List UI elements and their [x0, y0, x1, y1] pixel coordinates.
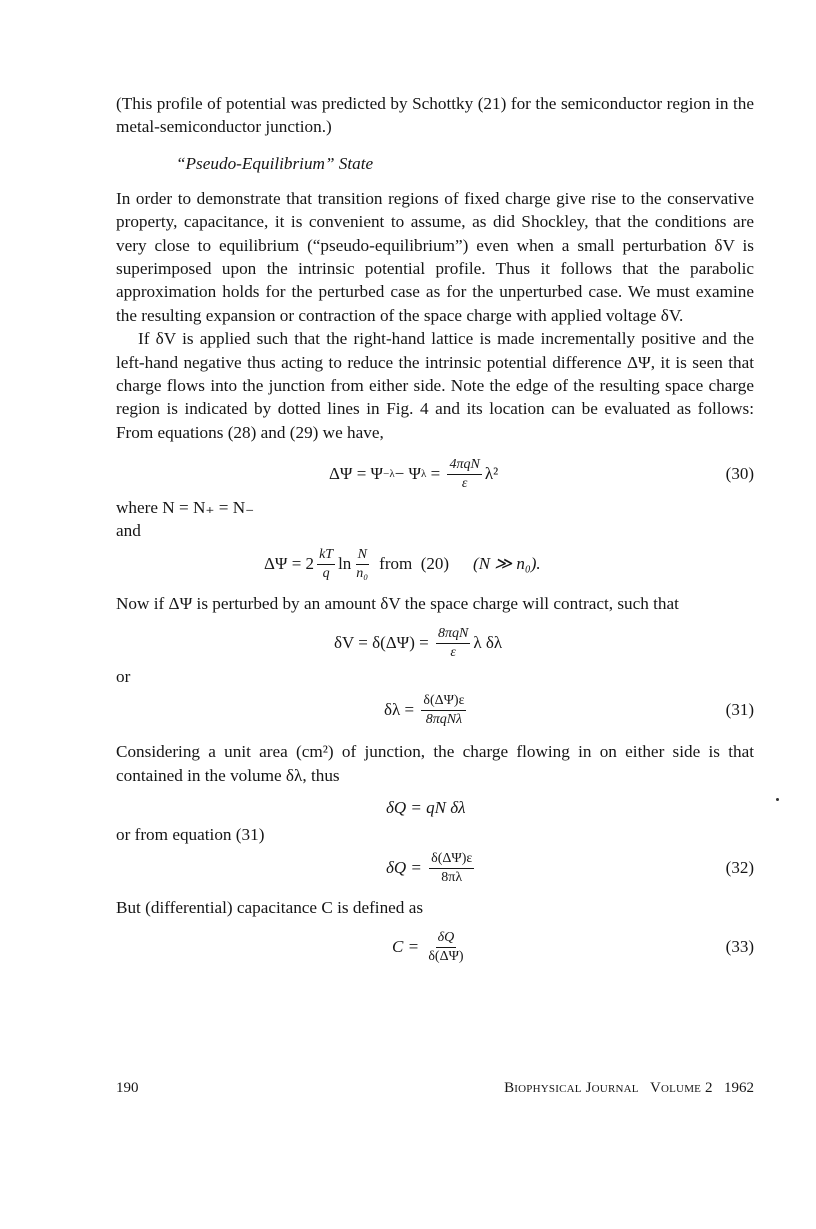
eq32-den: 8πλ — [441, 869, 463, 885]
equation-dq — [116, 793, 754, 823]
eq30-lhs: ΔΨ = Ψ — [329, 464, 384, 484]
eqln-fraction-2 — [354, 547, 370, 582]
eq30-numerator: 4πqN — [447, 457, 481, 475]
eq31-fraction — [421, 693, 466, 728]
eq32-number: (32) — [725, 858, 754, 878]
eq30-sub2: λ — [421, 468, 427, 481]
eqln-ln: ln — [338, 554, 352, 574]
eqdq-text: δQ = qN δλ — [386, 798, 466, 818]
eq30-fraction — [447, 457, 481, 492]
eq32-fraction — [429, 851, 474, 886]
but-line: But (differential) capacitance C is defined as — [116, 898, 424, 918]
eqdv-num: 8πqN — [436, 626, 470, 644]
eq31-number: (31) — [725, 700, 754, 720]
equation-ln — [116, 542, 754, 586]
equation-31 — [116, 688, 754, 732]
eqln-num1: kT — [317, 547, 335, 565]
eqdv-tail: λ δλ — [473, 633, 503, 653]
eqln-from: from (20) — [379, 554, 450, 574]
eq31-den: 8πqNλ — [425, 711, 463, 727]
paragraph-3: Considering a unit area (cm²) of junction, the charge flowing in on either side is that contained in the volume δλ, thus — [116, 742, 754, 785]
eqln-num2: N — [356, 547, 369, 565]
where-line: where N = N₊ = N₋ — [116, 498, 255, 518]
equation-32 — [116, 846, 754, 890]
eq33-number: (33) — [725, 937, 754, 957]
and-line: and — [116, 521, 141, 541]
eq31-num: δ(ΔΨ)ε — [421, 693, 466, 711]
eq30-sub1: −λ — [383, 468, 395, 481]
section-heading: “Pseudo-Equilibrium” State — [176, 153, 374, 173]
paragraph-2: If δV is applied such that the right-hand lattice is made incrementally positive and the left-hand negative thus acting to reduce the intrinsic potential difference ΔΨ, it is seen that charge flows into the junction from either side. Note the edge of the resulting space charge region is indicated by dotted lines in Fig. 4 and its location can be evaluated as follows: From equations (28) and (29) we have, — [116, 329, 754, 442]
eq31-lhs: δλ = — [384, 700, 419, 720]
eqdv-den: ε — [450, 644, 456, 660]
equation-33 — [116, 925, 754, 969]
eq32-num: δ(ΔΨ)ε — [429, 851, 474, 869]
eqdv-fraction — [436, 626, 470, 661]
eqln-fraction-1 — [317, 547, 335, 582]
equation-dv — [116, 621, 754, 665]
eq30-denominator: ε — [461, 475, 468, 491]
or-line: or — [116, 667, 131, 687]
journal-year: 1962 — [724, 1080, 754, 1096]
eqln-lhs: ΔΨ = 2 — [264, 554, 315, 574]
journal-name: Biophysical Journal — [504, 1080, 639, 1096]
eqln-den2: n₀ — [356, 565, 369, 581]
eq30-tail: λ² — [484, 464, 499, 484]
journal-citation — [504, 1080, 754, 1097]
journal-volume: Volume 2 — [649, 1080, 713, 1096]
eq30-mid: − Ψ — [394, 464, 422, 484]
page-number: 190 — [116, 1080, 139, 1096]
eq32-lhs: δQ = — [386, 858, 427, 878]
intro-paragraph: (This profile of potential was predicted by Schottky (21) for the semiconductor region in the metal-semiconductor junction.) — [116, 94, 754, 137]
eqln-den1: q — [322, 565, 330, 581]
eq33-fraction — [426, 930, 465, 965]
or-from-line: or from equation (31) — [116, 825, 265, 845]
eq30-number: (30) — [725, 464, 754, 484]
now-line: Now if ΔΨ is perturbed by an amount δV the space charge will contract, such that — [116, 594, 679, 614]
eqln-condition: (N ≫ n₀). — [473, 554, 541, 574]
eq33-den: δ(ΔΨ) — [428, 948, 464, 964]
eqdv-lhs: δV = δ(ΔΨ) = — [334, 633, 433, 653]
eq33-num: δQ — [436, 930, 457, 948]
eq33-lhs: C = — [392, 937, 424, 957]
equation-30 — [116, 452, 754, 496]
page-body — [116, 92, 754, 969]
eq30-equals: = — [426, 464, 445, 484]
paragraph-1: In order to demonstrate that transition regions of fixed charge give rise to the conservative property, capacitance, it is convenient to assume, as did Shockley, that the conditions are very close to equilibrium (“pseudo-equilibrium”) even when a small perturbation δV is superimposed upon the intrinsic potential profile. Thus it follows that the parabolic approximation holds for the perturbed case as for the unperturbed case. We must examine the resulting expansion or contraction of the space charge with applied voltage δV. — [116, 188, 754, 325]
scan-dot — [776, 798, 779, 801]
page-footer — [116, 1080, 754, 1097]
